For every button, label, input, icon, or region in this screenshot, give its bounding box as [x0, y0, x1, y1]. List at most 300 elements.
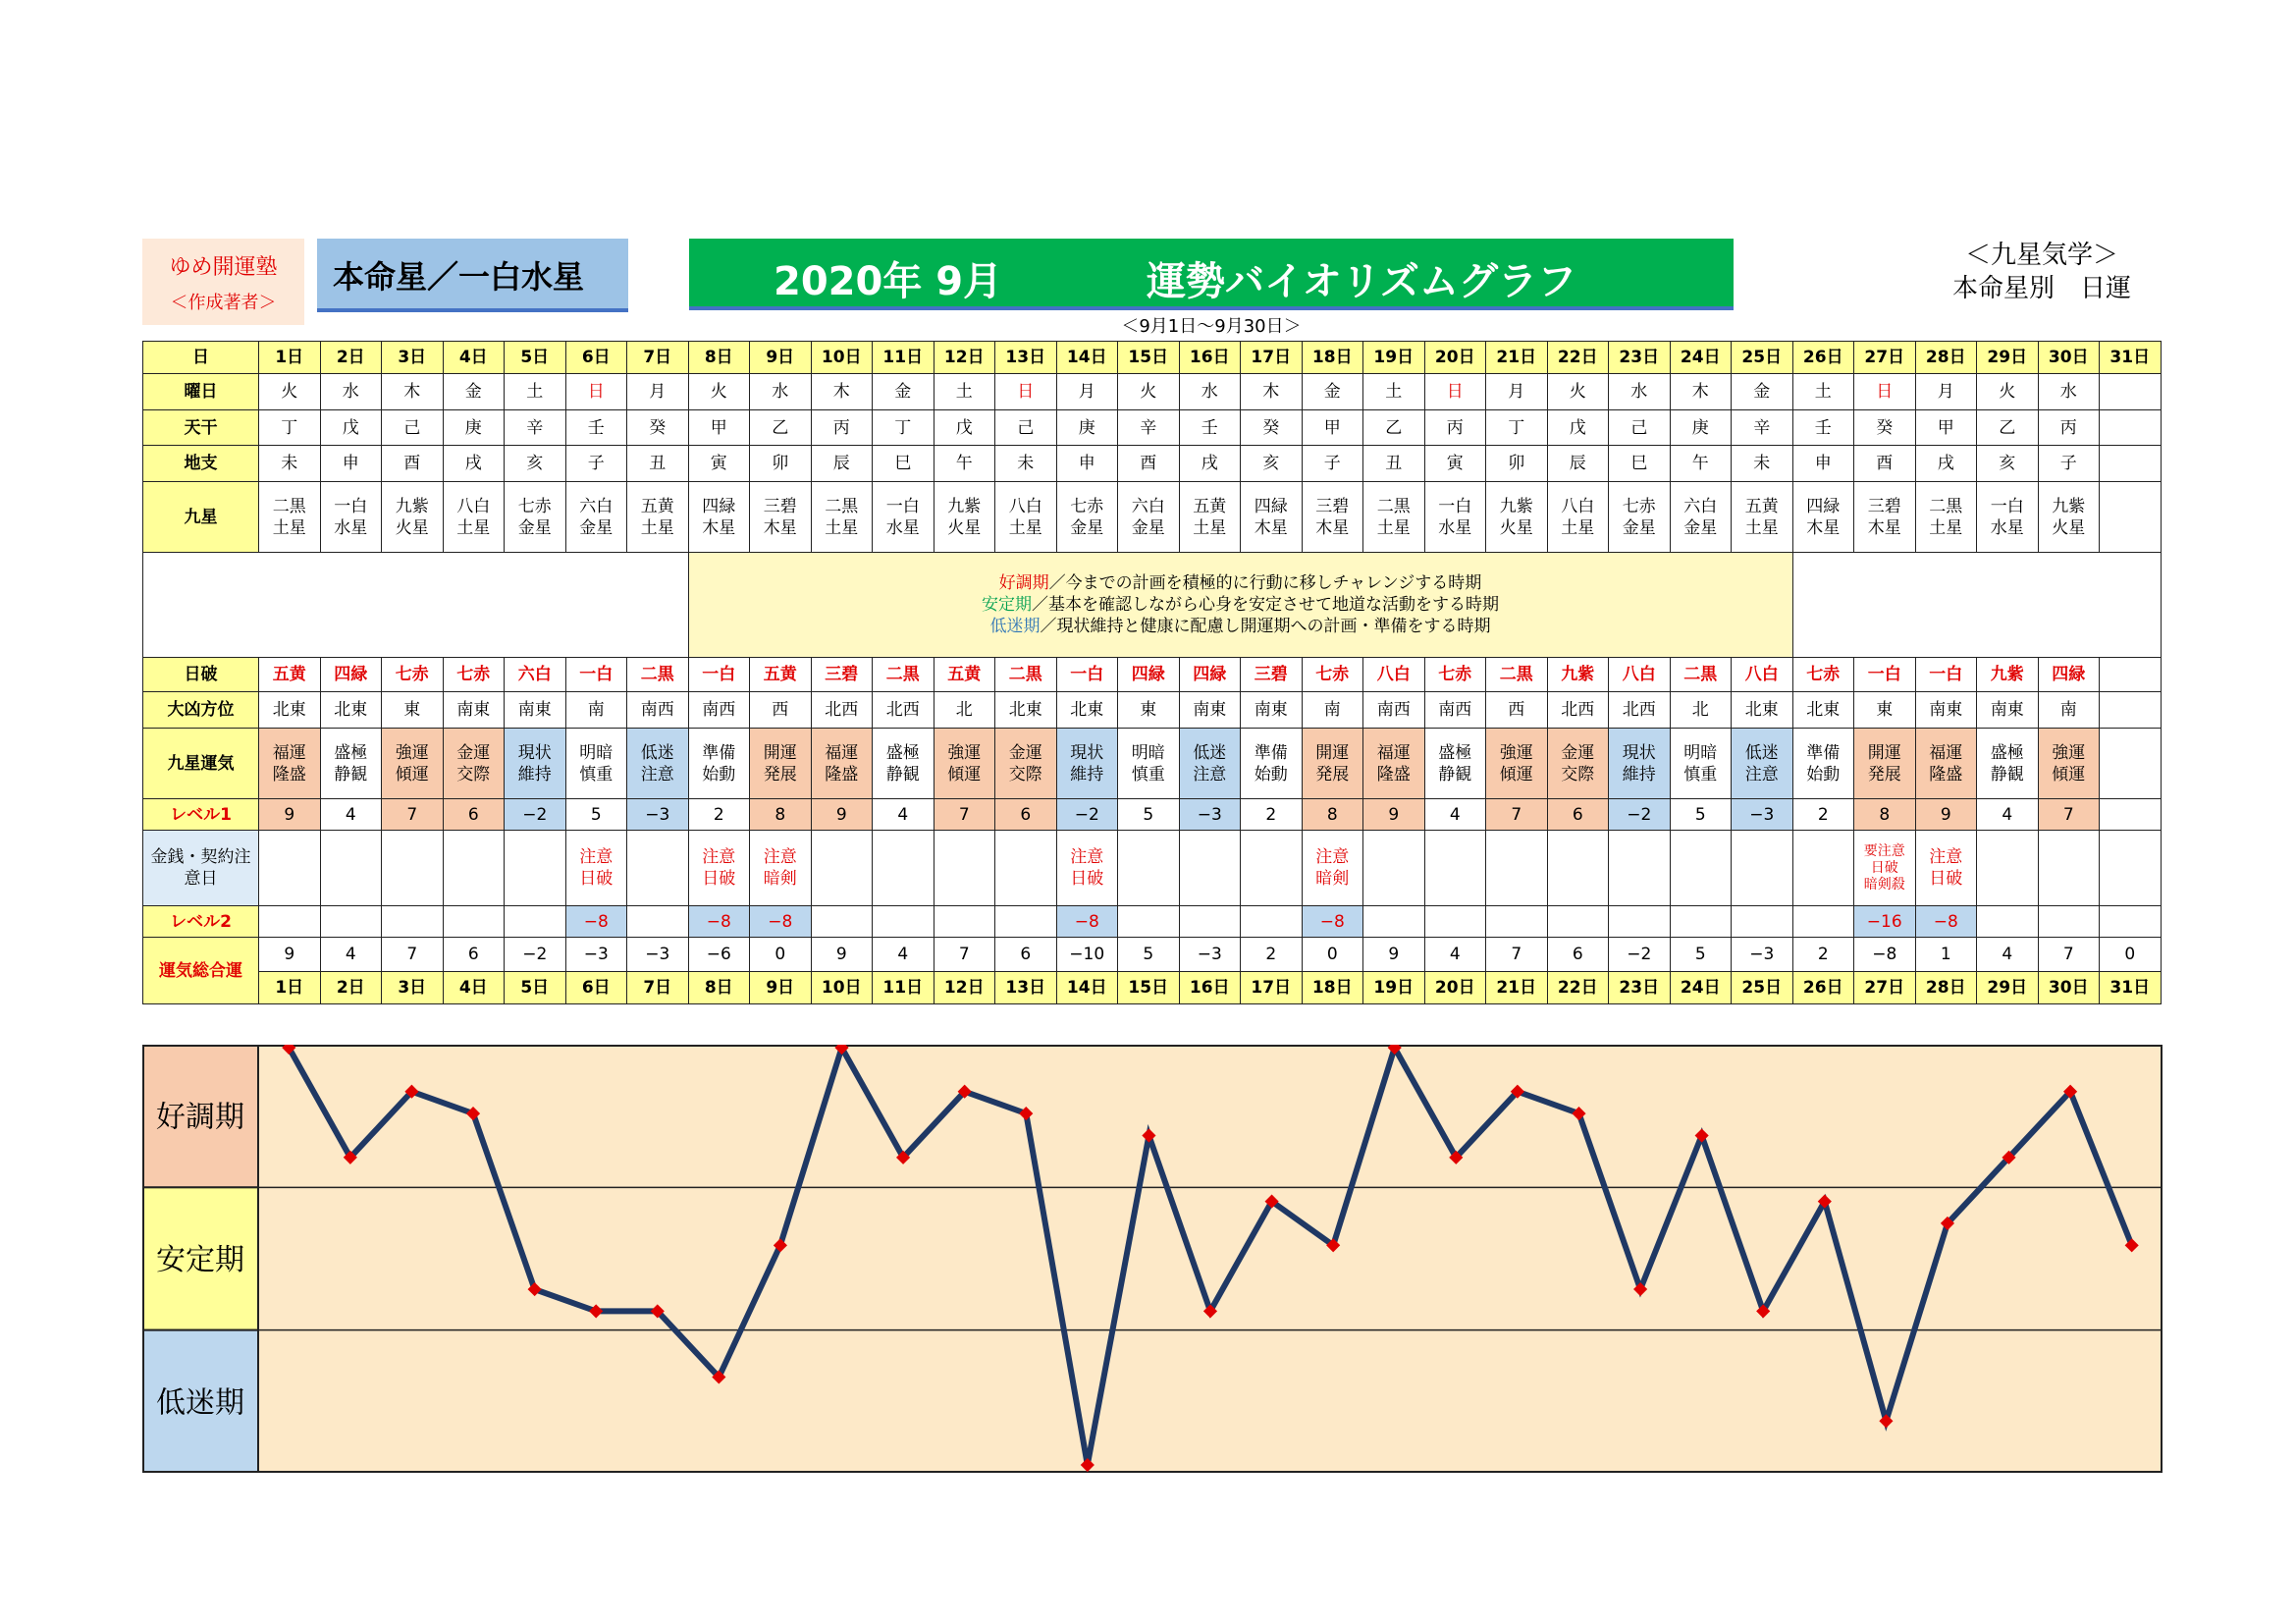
star-cell-line: 八白	[1008, 496, 1042, 516]
kyusei-line2: 本命星別 日運	[1951, 274, 2131, 303]
star-cell-line: 火星	[395, 517, 429, 538]
branch-cell: 丑	[1363, 446, 1425, 482]
money-cell	[1118, 831, 1180, 906]
branch-cell: 亥	[505, 446, 566, 482]
direction-cell: 南東	[1915, 692, 1977, 729]
direction-cell: 北東	[259, 692, 321, 729]
day-footer-cell: 20日	[1424, 972, 1486, 1004]
star-cell-line: 六白	[1131, 496, 1165, 516]
star-cell-line: 土星	[1008, 517, 1042, 538]
star-label: 九星	[143, 482, 259, 553]
day-header-cell: 23日	[1609, 342, 1671, 374]
total-cell: −8	[1854, 938, 1916, 972]
brand-box	[142, 239, 304, 325]
fortune-cell-line: 盛極	[334, 742, 368, 763]
brand-author: ＜作成著者＞	[170, 293, 277, 313]
fortune-cell	[1118, 729, 1180, 799]
branch-cell: 午	[1670, 446, 1732, 482]
fortune-cell-line: 発展	[1315, 764, 1350, 785]
money-cell	[1792, 831, 1854, 906]
star-cell-line: 六白	[579, 496, 614, 516]
level1-cell: 7	[934, 799, 995, 831]
fortune-cell-line: 現状	[1622, 742, 1656, 763]
level2-cell	[1792, 906, 1854, 938]
level1-cell: 4	[1424, 799, 1486, 831]
money-cell-line: 注意	[702, 847, 736, 867]
level1-cell: 4	[1977, 799, 2039, 831]
money-cell	[1056, 831, 1118, 906]
star-cell-line: 三碧	[1867, 496, 1901, 516]
fortune-cell-line: 準備	[1806, 742, 1841, 763]
total-cell: 4	[1424, 938, 1486, 972]
kyusei-header	[1914, 239, 2169, 305]
fortune-cell-line: 静観	[885, 764, 920, 785]
day-footer-cell: 4日	[443, 972, 505, 1004]
legend-box	[688, 553, 1792, 658]
star-cell	[1977, 482, 2039, 553]
total-cell: 1	[1915, 938, 1977, 972]
fortune-cell-line: 開運	[763, 742, 797, 763]
branch-cell: 午	[934, 446, 995, 482]
day-header-cell: 6日	[565, 342, 627, 374]
fortune-cell-line: 明暗	[1683, 742, 1718, 763]
nichiha-cell: 四緑	[2038, 658, 2100, 692]
star-cell-line: 八白	[1561, 496, 1595, 516]
nichiha-cell: 二黒	[873, 658, 934, 692]
star-cell-line: 土星	[825, 517, 859, 538]
star-cell	[320, 482, 382, 553]
money-cell-line: 日破	[1070, 869, 1104, 889]
stem-cell: 戊	[320, 410, 382, 446]
fortune-cell-line: 傾運	[395, 764, 429, 785]
day-header-cell: 30日	[2038, 342, 2100, 374]
star-cell	[443, 482, 505, 553]
day-footer-cell: 7日	[627, 972, 689, 1004]
star-cell-line: 七赤	[1070, 496, 1104, 516]
fortune-cell	[1792, 729, 1854, 799]
day-footer-cell: 27日	[1854, 972, 1916, 1004]
stem-cell: 癸	[1241, 410, 1303, 446]
level1-cell: 7	[2038, 799, 2100, 831]
fortune-cell-line: 始動	[1254, 764, 1288, 785]
star-cell-line: 土星	[272, 517, 306, 538]
fortune-cell-line: 傾運	[2052, 764, 2086, 785]
direction-cell: 南	[2038, 692, 2100, 729]
direction-cell: 南西	[688, 692, 750, 729]
star-cell	[1792, 482, 1854, 553]
fortune-cell	[2038, 729, 2100, 799]
day-footer-cell: 12日	[934, 972, 995, 1004]
money-cell	[688, 831, 750, 906]
star-cell-line: 八白	[456, 496, 491, 516]
nichiha-cell: 一白	[1854, 658, 1916, 692]
weekday-label: 曜日	[143, 374, 259, 410]
fortune-cell-line: 隆盛	[825, 764, 859, 785]
direction-cell: 北東	[320, 692, 382, 729]
direction-cell: 東	[382, 692, 444, 729]
total-cell: −3	[627, 938, 689, 972]
day-footer-cell: 25日	[1732, 972, 1793, 1004]
level1-cell: 7	[1486, 799, 1548, 831]
star-cell	[1363, 482, 1425, 553]
star-cell-line: 土星	[1929, 517, 1963, 538]
nichiha-label: 日破	[143, 658, 259, 692]
direction-cell: 北西	[1609, 692, 1671, 729]
money-cell-line: 要注意	[1863, 842, 1905, 859]
stem-cell: 癸	[627, 410, 689, 446]
fortune-cell	[1732, 729, 1793, 799]
legend-blank-left	[143, 553, 689, 658]
star-cell-line: 一白	[1990, 496, 2024, 516]
level1-cell: 5	[1670, 799, 1732, 831]
star-cell-line: 九紫	[947, 496, 982, 516]
weekday-cell: 木	[1241, 374, 1303, 410]
level2-cell	[1241, 906, 1303, 938]
direction-cell: 南西	[627, 692, 689, 729]
level2-cell	[382, 906, 444, 938]
fortune-cell	[443, 729, 505, 799]
fortune-cell-line: 強運	[947, 742, 982, 763]
fortune-cell	[2100, 729, 2162, 799]
fortune-cell	[1915, 729, 1977, 799]
level2-cell	[1179, 906, 1241, 938]
nichiha-cell: 九紫	[1977, 658, 2039, 692]
star-cell-line: 土星	[1376, 517, 1411, 538]
weekday-cell: 土	[1363, 374, 1425, 410]
money-cell	[320, 831, 382, 906]
star-cell-line: 火星	[1499, 517, 1533, 538]
fortune-cell-line: 注意	[640, 764, 674, 785]
star-cell	[505, 482, 566, 553]
stem-cell: 辛	[1118, 410, 1180, 446]
day-header-cell: 28日	[1915, 342, 1977, 374]
day-header-cell: 3日	[382, 342, 444, 374]
stem-cell: 丙	[1424, 410, 1486, 446]
day-header-cell: 12日	[934, 342, 995, 374]
money-cell	[382, 831, 444, 906]
money-cell-line: 注意	[1315, 847, 1350, 867]
nichiha-cell: 三碧	[1241, 658, 1303, 692]
day-footer-cell: 5日	[505, 972, 566, 1004]
day-footer-cell: 19日	[1363, 972, 1425, 1004]
total-cell: −10	[1056, 938, 1118, 972]
day-footer-cell: 14日	[1056, 972, 1118, 1004]
nichiha-cell: 四緑	[1118, 658, 1180, 692]
fortune-cell-line: 金運	[1561, 742, 1595, 763]
stem-cell: 丙	[811, 410, 873, 446]
fortune-cell	[320, 729, 382, 799]
star-cell-line: 七赤	[517, 496, 552, 516]
weekday-cell: 土	[934, 374, 995, 410]
nichiha-cell: 七赤	[1302, 658, 1363, 692]
star-cell-line: 土星	[640, 517, 674, 538]
legend-text-good: ／今までの計画を積極的に行動に移しチャレンジする時期	[1048, 573, 1482, 593]
fortune-cell-line: 維持	[1070, 764, 1104, 785]
level2-cell: −16	[1854, 906, 1916, 938]
level2-cell	[1609, 906, 1671, 938]
star-cell	[995, 482, 1057, 553]
level2-cell	[320, 906, 382, 938]
stem-cell: 己	[995, 410, 1057, 446]
stem-cell: 乙	[1977, 410, 2039, 446]
stem-cell: 丁	[259, 410, 321, 446]
fortune-cell-line: 強運	[2052, 742, 2086, 763]
nichiha-cell: 二黒	[1670, 658, 1732, 692]
money-cell	[934, 831, 995, 906]
money-cell	[565, 831, 627, 906]
level2-cell	[627, 906, 689, 938]
day-footer-cell: 26日	[1792, 972, 1854, 1004]
branch-cell: 申	[1056, 446, 1118, 482]
day-footer-cell: 15日	[1118, 972, 1180, 1004]
money-cell	[443, 831, 505, 906]
star-cell	[873, 482, 934, 553]
level2-cell	[934, 906, 995, 938]
money-cell	[1854, 831, 1916, 906]
total-cell: 5	[1118, 938, 1180, 972]
weekday-cell: 日	[995, 374, 1057, 410]
star-cell-line: 水星	[1438, 517, 1472, 538]
nichiha-cell: 八白	[1732, 658, 1793, 692]
level1-cell: 9	[1363, 799, 1425, 831]
star-cell-line: 水星	[885, 517, 920, 538]
branch-cell: 寅	[1424, 446, 1486, 482]
total-cell: 6	[995, 938, 1057, 972]
day-footer-cell: 16日	[1179, 972, 1241, 1004]
fortune-cell-line: 金運	[1008, 742, 1042, 763]
day-header-cell: 11日	[873, 342, 934, 374]
fortune-cell	[382, 729, 444, 799]
fortune-cell-line: 隆盛	[272, 764, 306, 785]
level2-cell: −8	[1302, 906, 1363, 938]
money-cell	[995, 831, 1057, 906]
money-cell	[750, 831, 812, 906]
star-cell	[627, 482, 689, 553]
legend-term-good: 好調期	[998, 573, 1049, 593]
direction-cell: 北	[934, 692, 995, 729]
fortune-cell	[1424, 729, 1486, 799]
level1-cell: 5	[1118, 799, 1180, 831]
legend-line-good	[689, 572, 1792, 594]
level2-cell	[443, 906, 505, 938]
star-cell	[1179, 482, 1241, 553]
stem-cell: 己	[382, 410, 444, 446]
day-header-cell: 24日	[1670, 342, 1732, 374]
money-cell-line: 注意	[1929, 847, 1963, 867]
total-cell: 4	[873, 938, 934, 972]
level1-cell: 4	[873, 799, 934, 831]
branch-cell: 寅	[688, 446, 750, 482]
direction-cell: 北西	[873, 692, 934, 729]
fortune-cell-line: 慎重	[1683, 764, 1718, 785]
star-cell-line: 二黒	[272, 496, 306, 516]
star-cell	[1486, 482, 1548, 553]
branch-cell: 巳	[1609, 446, 1671, 482]
fortune-table	[142, 341, 2162, 1004]
legend-blank-right	[1792, 553, 2161, 658]
total-cell: 5	[1670, 938, 1732, 972]
stem-cell: 丙	[2038, 410, 2100, 446]
level1-cell: −3	[1732, 799, 1793, 831]
nichiha-cell: 七赤	[1792, 658, 1854, 692]
money-cell	[1977, 831, 2039, 906]
branch-cell: 卯	[750, 446, 812, 482]
branch-cell: 辰	[1547, 446, 1609, 482]
nichiha-cell: 七赤	[443, 658, 505, 692]
day-header-cell: 16日	[1179, 342, 1241, 374]
level1-cell: 6	[995, 799, 1057, 831]
day-header-cell: 14日	[1056, 342, 1118, 374]
money-cell	[1302, 831, 1363, 906]
stem-cell: 甲	[688, 410, 750, 446]
direction-cell: 南東	[1241, 692, 1303, 729]
fortune-cell-line: 静観	[1438, 764, 1472, 785]
branch-cell: 戌	[1179, 446, 1241, 482]
fortune-cell	[1547, 729, 1609, 799]
total-cell: 6	[1547, 938, 1609, 972]
fortune-cell-line: 傾運	[1499, 764, 1533, 785]
fortune-cell	[811, 729, 873, 799]
fortune-cell-line: 交際	[1561, 764, 1595, 785]
day-footer-cell: 30日	[2038, 972, 2100, 1004]
nichiha-cell: 八白	[1363, 658, 1425, 692]
level2-cell: −8	[565, 906, 627, 938]
nichiha-cell: 四緑	[1179, 658, 1241, 692]
stem-cell: 庚	[443, 410, 505, 446]
star-cell-line: 五黄	[1193, 496, 1227, 516]
star-cell-line: 火星	[2052, 517, 2086, 538]
fortune-cell-line: 発展	[763, 764, 797, 785]
day-footer-cell: 11日	[873, 972, 934, 1004]
branch-cell: 辰	[811, 446, 873, 482]
star-cell-line: 四緑	[1254, 496, 1288, 516]
day-footer-cell: 21日	[1486, 972, 1548, 1004]
money-cell-line: 日破	[1929, 869, 1963, 889]
honmei-label: 本命星／一白水星	[317, 239, 628, 312]
day-footer-cell: 8日	[688, 972, 750, 1004]
star-cell-line: 土星	[456, 517, 491, 538]
direction-cell: 南東	[443, 692, 505, 729]
day-footer-cell: 3日	[382, 972, 444, 1004]
weekday-cell: 土	[1792, 374, 1854, 410]
fortune-cell	[627, 729, 689, 799]
fortune-cell-line: 維持	[1622, 764, 1656, 785]
stem-cell: 癸	[1854, 410, 1916, 446]
star-cell-line: 金星	[1131, 517, 1165, 538]
fortune-cell-line: 盛極	[1990, 742, 2024, 763]
level2-cell	[995, 906, 1057, 938]
stem-cell: 丁	[873, 410, 934, 446]
fortune-cell-line: 交際	[456, 764, 491, 785]
level1-cell: −2	[1056, 799, 1118, 831]
day-footer-cell: 24日	[1670, 972, 1732, 1004]
branch-cell: 丑	[627, 446, 689, 482]
money-cell	[2100, 831, 2162, 906]
fortune-cell	[688, 729, 750, 799]
fortune-cell-line: 福運	[1376, 742, 1411, 763]
branch-cell: 酉	[382, 446, 444, 482]
star-cell-line: 木星	[1315, 517, 1350, 538]
direction-cell: 北西	[1547, 692, 1609, 729]
branch-cell: 亥	[1977, 446, 2039, 482]
total-cell: 2	[1792, 938, 1854, 972]
star-cell	[2038, 482, 2100, 553]
legend-line-low	[689, 616, 1792, 637]
day-footer-cell: 1日	[259, 972, 321, 1004]
fortune-cell-line: 準備	[1254, 742, 1288, 763]
star-cell-line: 一白	[885, 496, 920, 516]
level2-cell	[1547, 906, 1609, 938]
star-cell	[1056, 482, 1118, 553]
level2-cell: −8	[1056, 906, 1118, 938]
money-cell	[1732, 831, 1793, 906]
title-name: 運勢バイオリズムグラフ	[1147, 259, 1576, 304]
money-cell	[259, 831, 321, 906]
level1-cell: −3	[1179, 799, 1241, 831]
nichiha-cell: 二黒	[1486, 658, 1548, 692]
nichiha-cell: 九紫	[1547, 658, 1609, 692]
star-cell-line: 一白	[334, 496, 368, 516]
star-cell	[811, 482, 873, 553]
total-cell: −2	[1609, 938, 1671, 972]
level1-cell: 9	[259, 799, 321, 831]
direction-cell: 北東	[1056, 692, 1118, 729]
day-footer-cell: 18日	[1302, 972, 1363, 1004]
brand-name: ゆめ開運塾	[169, 255, 278, 280]
legend-text-stable: ／基本を確認しながら心身を安定させて地道な活動をする時期	[1032, 595, 1499, 615]
day-header-cell: 13日	[995, 342, 1057, 374]
direction-cell: 南東	[505, 692, 566, 729]
fortune-cell-line: 隆盛	[1376, 764, 1411, 785]
biorhythm-chart	[142, 1045, 2163, 1473]
level1-cell: 5	[565, 799, 627, 831]
weekday-cell: 日	[1424, 374, 1486, 410]
fortune-cell	[505, 729, 566, 799]
day-footer-cell: 6日	[565, 972, 627, 1004]
nichiha-cell: 一白	[688, 658, 750, 692]
total-cell: −6	[688, 938, 750, 972]
fortune-cell-line: 交際	[1008, 764, 1042, 785]
weekday-cell: 水	[1179, 374, 1241, 410]
star-cell-line: 金星	[1070, 517, 1104, 538]
money-cell-line: 暗剣	[763, 869, 797, 889]
total-cell: 0	[750, 938, 812, 972]
direction-cell: 東	[1854, 692, 1916, 729]
fortune-cell	[565, 729, 627, 799]
fortune-cell-line: 福運	[1929, 742, 1963, 763]
direction-cell: 東	[1118, 692, 1180, 729]
direction-cell: 西	[1486, 692, 1548, 729]
day-header-cell: 10日	[811, 342, 873, 374]
level2-cell: −8	[750, 906, 812, 938]
star-cell-line: 四緑	[702, 496, 736, 516]
level2-cell	[2038, 906, 2100, 938]
level1-cell: 9	[1915, 799, 1977, 831]
total-cell: −3	[1179, 938, 1241, 972]
day-header-cell: 4日	[443, 342, 505, 374]
money-cell-line: 日破	[579, 869, 614, 889]
day-footer-cell: 13日	[995, 972, 1057, 1004]
star-cell	[1609, 482, 1671, 553]
fortune-cell-line: 盛極	[885, 742, 920, 763]
direction-cell: 南	[1302, 692, 1363, 729]
fortune-cell	[1854, 729, 1916, 799]
level2-cell	[1977, 906, 2039, 938]
star-cell-line: 木星	[763, 517, 797, 538]
star-cell-line: 水星	[1990, 517, 2024, 538]
weekday-cell: 土	[505, 374, 566, 410]
level1-cell	[2100, 799, 2162, 831]
